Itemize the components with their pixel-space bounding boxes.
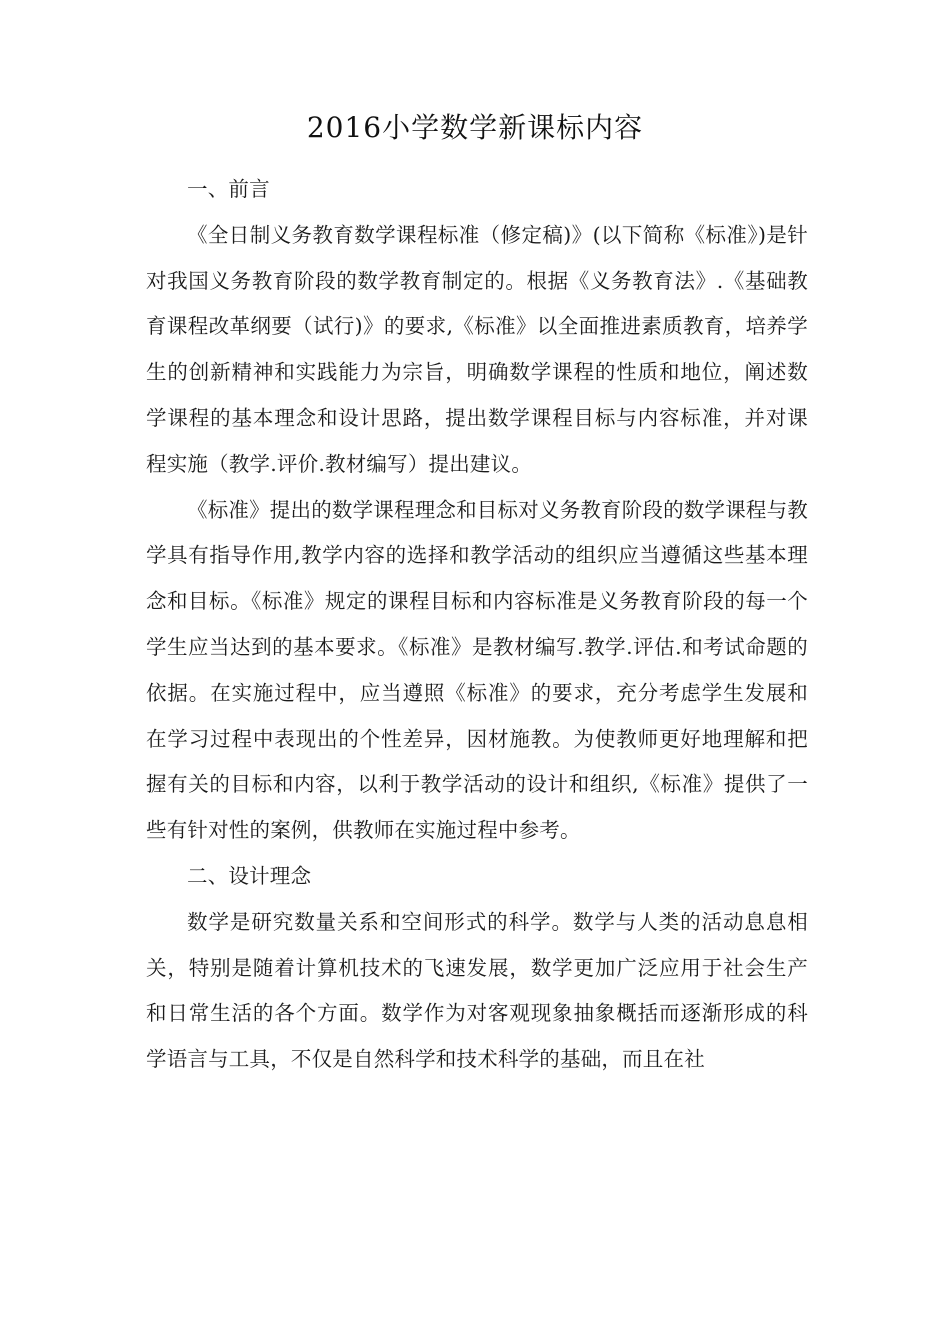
preface-paragraph-2: 《标准》提出的数学课程理念和目标对义务教育阶段的数学课程与教学具有指导作用,教学内容的选择和教学活动的组织应当遵循这些基本理念和目标。《标准》规定的课程目标和内容标准是义务教育阶段的每一个学生应当达到的基本要求。《标准》是教材编写.教学.评估.和考试命题的依据。在实施过程中，应当遵照《标准》的要求，充分考虑学生发展和在学习过程中表现出的个性差异，因材施教。为使教师更好地理解和把握有关的目标和内容，以利于教学活动的设计和组织,《标准》提供了一些有针对性的案例，供教师在实施过程中参考。 xyxy=(146,497,808,843)
preface-paragraph-1: 《全日制义务教育数学课程标准（修定稿)》(以下简称《标准》)是针对我国义务教育阶段的数学教育制定的。根据《义务教育法》.《基础教育课程改革纲要（试行)》的要求,《标准》以全面推进素质教育，培养学生的创新精神和实践能力为宗旨，明确数学课程的性质和地位，阐述数学课程的基本理念和设计思路，提出数学课程目标与内容标准，并对课程实施（教学.评价.教材编写）提出建议。 xyxy=(146,222,808,476)
section-heading-design-concept: 二、设计理念 xyxy=(187,863,312,888)
design-concept-paragraph-1: 数学是研究数量关系和空间形式的科学。数学与人类的活动息息相关，特别是随着计算机技术的飞速发展，数学更加广泛应用于社会生产和日常生活的各个方面。数学作为对客观现象抽象概括而逐渐形成的科学语言与工具，不仅是自然科学和技术科学的基础，而且在社 xyxy=(146,909,808,1072)
document-title: 2016小学数学新课标内容 xyxy=(306,111,644,144)
section-heading-preface: 一、前言 xyxy=(187,177,270,201)
document-body xyxy=(146,167,808,1083)
